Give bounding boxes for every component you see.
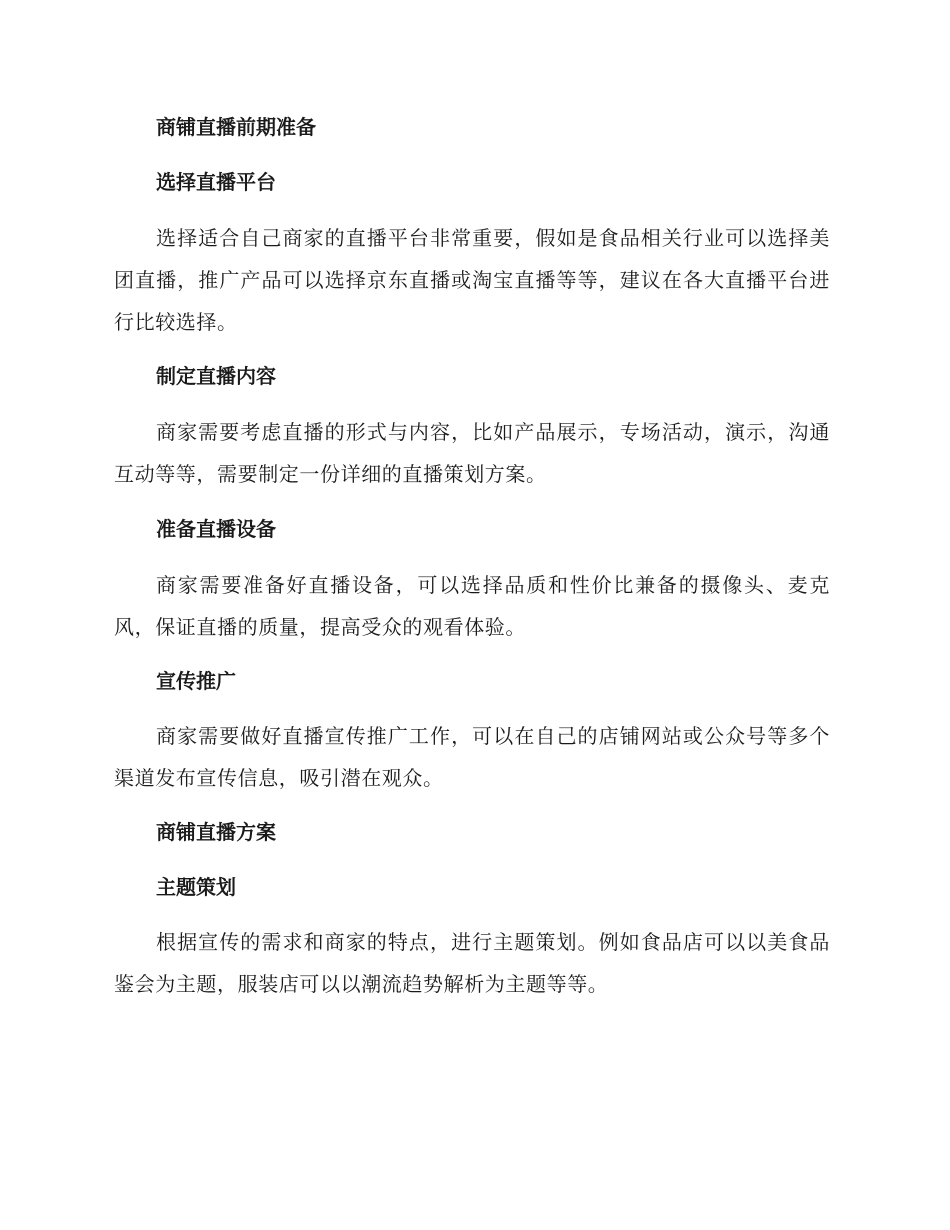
paragraph-promotion: 商家需要做好直播宣传推广工作，可以在自己的店铺网站或公众号等多个渠道发布宣传信息，吸引潜在观众。 xyxy=(114,724,830,790)
subheading-equipment: 准备直播设备 xyxy=(156,517,276,541)
section-heading-prep: 商铺直播前期准备 xyxy=(156,115,316,139)
paragraph-content: 商家需要考虑直播的形式与内容，比如产品展示，专场活动，演示，沟通互动等等，需要制定一份详细的直播策划方案。 xyxy=(114,420,830,486)
section-heading-plan: 商铺直播方案 xyxy=(156,820,276,844)
paragraph-choose-platform: 选择适合自己商家的直播平台非常重要，假如是食品相关行业可以选择美团直播，推广产品可以选择京东直播或淘宝直播等等，建议在各大直播平台进行比较选择。 xyxy=(114,226,830,334)
subheading-choose-platform: 选择直播平台 xyxy=(156,170,276,194)
subheading-theme: 主题策划 xyxy=(156,875,236,899)
subheading-promotion: 宣传推广 xyxy=(156,669,236,693)
paragraph-equipment: 商家需要准备好直播设备，可以选择品质和性价比兼备的摄像头、麦克风，保证直播的质量，提高受众的观看体验。 xyxy=(114,573,830,639)
paragraph-theme: 根据宣传的需求和商家的特点，进行主题策划。例如食品店可以以美食品鉴会为主题，服装店可以以潮流趋势解析为主题等等。 xyxy=(114,930,830,996)
subheading-content: 制定直播内容 xyxy=(156,364,276,388)
